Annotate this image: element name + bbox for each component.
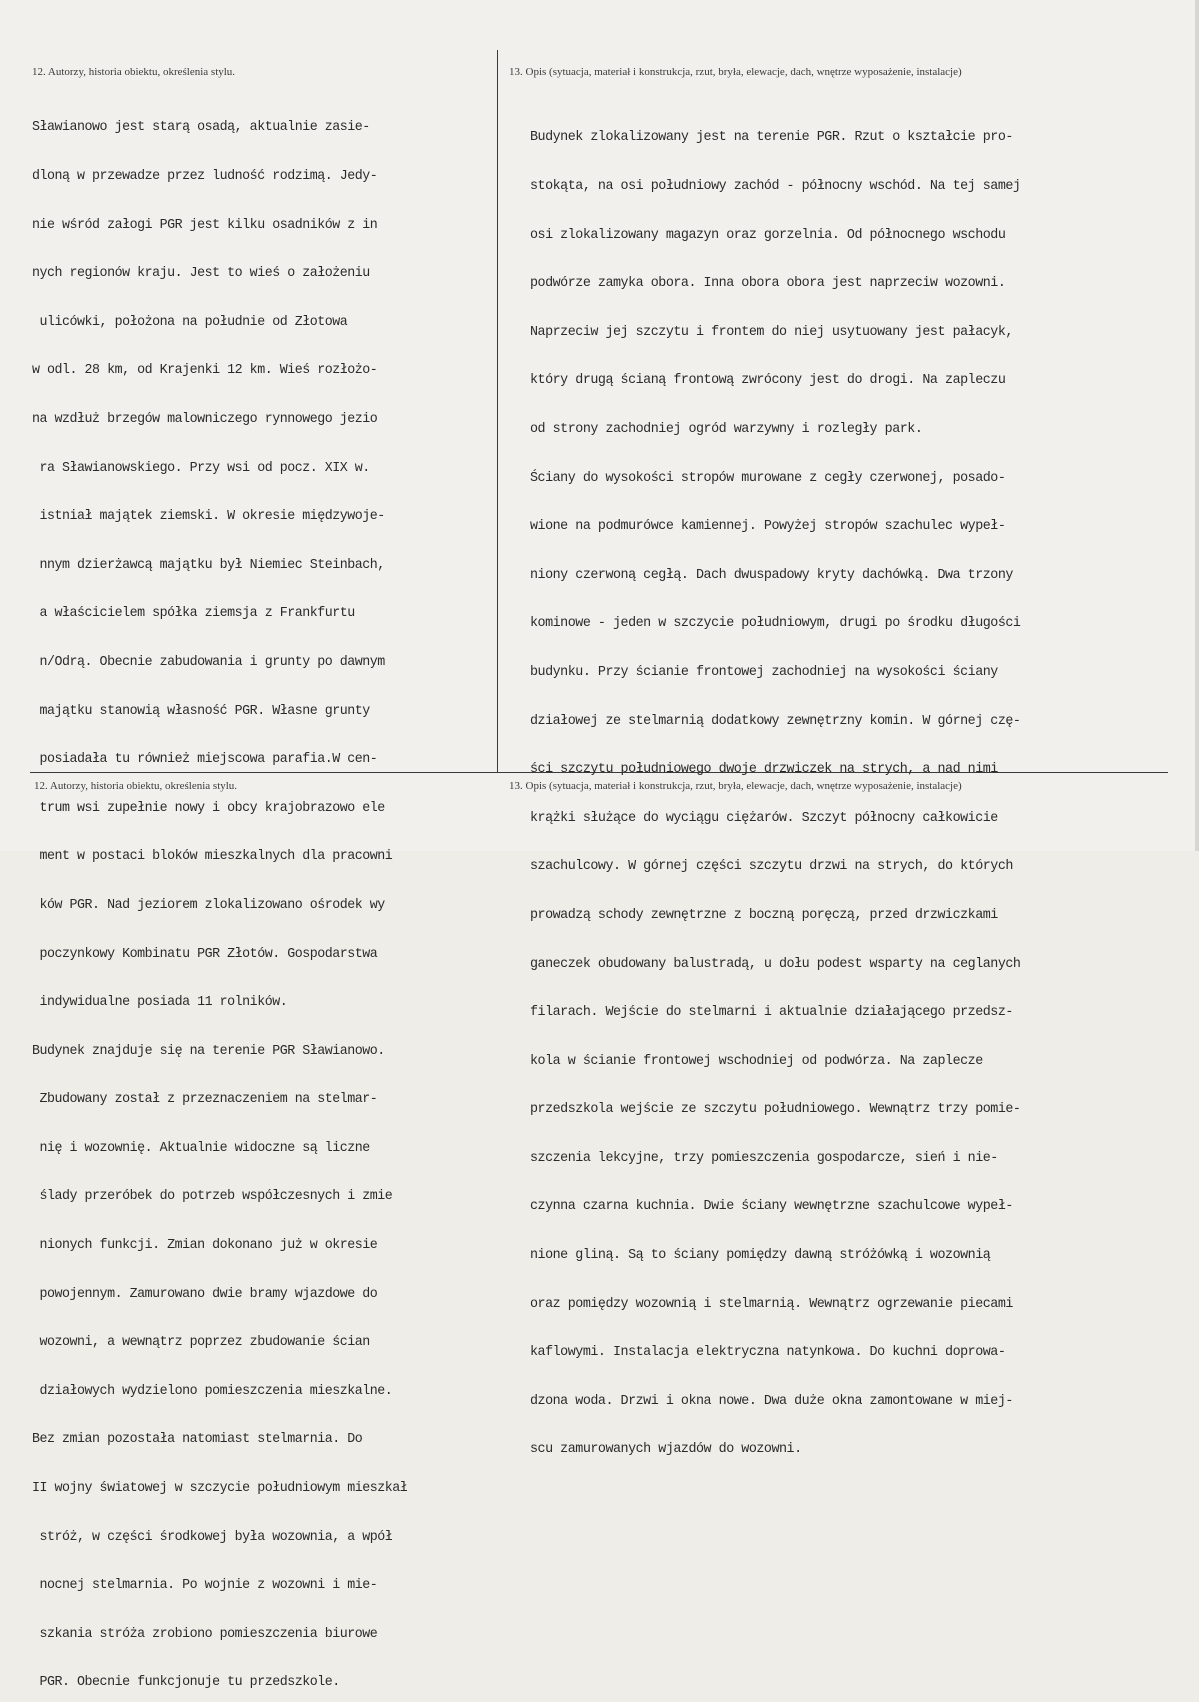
text-line: w odl. 28 km, od Krajenki 12 km. Wieś rozłożo- (32, 362, 378, 379)
text-line: dloną w przewadze przez ludność rodzimą. Jedy- (32, 168, 378, 184)
card-edge (1195, 0, 1199, 851)
text-line: powojennym. Zamurowano dwie bramy wjazdowe do (32, 1285, 378, 1302)
text-line: od strony zachodniej ogród warzywny i rozległy park. (530, 420, 923, 437)
text-line: nionych funkcji. Zmian dokonano już w okresie (32, 1237, 378, 1254)
text-line: nocnej stelmarnia. Po wojnie z wozowni i mie- (32, 1577, 378, 1594)
text-line: Sławianowo jest starą osadą, aktualnie zasie- (32, 119, 370, 136)
text-line: dzona woda. Drzwi i okna nowe. Dwa duże okna zamontowane w miej- (530, 1392, 1013, 1409)
text-line: ment w postaci bloków mieszkalnych dla pracowni (32, 848, 393, 865)
text-line: ślady przeróbek do potrzeb współczesnych i zmie (32, 1188, 393, 1205)
text-line: majątku stanowią własność PGR. Własne grunty (32, 702, 370, 719)
text-line: indywidualne posiada 11 rolników. (32, 994, 288, 1011)
text-line: scu zamurowanych wjazdów do wozowni. (530, 1441, 802, 1458)
section-13-header: 13. Opis (sytuacja, materiał i konstrukcja, rzut, bryła, elewacje, dach, wnętrze wyposażenie, instalacje) (509, 66, 962, 78)
text-line: niony czerwoną cegłą. Dach dwuspadowy kryty dachówką. Dwa trzony (530, 566, 1013, 583)
text-line: wozowni, a wewnątrz poprzez zbudowanie ścian (32, 1334, 370, 1351)
text-line: oraz pomiędzy wozownią i stelmarnią. Wewnątrz ogrzewanie piecami (530, 1295, 1013, 1312)
text-line: na wzdłuż brzegów malowniczego rynnowego jezio (32, 410, 378, 427)
section-12-text (32, 87, 512, 1702)
section-15-header: 13. Opis (sytuacja, materiał i konstrukcja, rzut, bryła, elewacje, dach, wnętrze wyposażenie, instalacje) (509, 780, 962, 792)
text-line: kaflowymi. Instalacja elektryczna natynkowa. Do kuchni doprowa- (530, 1344, 1006, 1361)
text-line: kominowe - jeden w szczycie południowym, drugi po środku długości (530, 615, 1021, 632)
text-line: stróż, w części środkowej była wozownia, a wpół (32, 1528, 393, 1545)
text-line: ganeczek obudowany balustradą, u dołu podest wsparty na ceglanych (530, 955, 1021, 972)
section-13-text (530, 97, 1190, 1490)
text-line: Ściany do wysokości stropów murowane z cegły czerwonej, posado- (530, 469, 1006, 486)
text-line: podwórze zamyka obora. Inna obora obora jest naprzeciw wozowni. (530, 275, 1006, 292)
text-line: Budynek zlokalizowany jest na terenie PGR. Rzut o kształcie pro- (530, 129, 1013, 146)
text-line: ści szczytu południowego dwoje drzwiczek na strych, a nad nimi (530, 761, 998, 778)
text-line: nych regionów kraju. Jest to wieś o założeniu (32, 265, 370, 282)
text-line: Bez zmian pozostała natomiast stelmarnia. Do (32, 1431, 363, 1448)
text-line: czynna czarna kuchnia. Dwie ściany wewnętrzne szachulcowe wypeł- (530, 1198, 1013, 1215)
text-line: szkania stróża zrobiono pomieszczenia biurowe (32, 1625, 378, 1642)
text-line: trum wsi zupełnie nowy i obcy krajobrazowo ele (32, 799, 385, 816)
text-line: kola w ścianie frontowej wschodniej od podwórza. Na zaplecze (530, 1052, 983, 1069)
text-line: nione gliną. Są to ściany pomiędzy dawną stróżówką i wozownią (530, 1247, 991, 1264)
text-line: Zbudowany został z przeznaczeniem na stelmar- (32, 1091, 378, 1108)
text-line: a właścicielem spółka ziemsja z Frankfurtu (32, 605, 355, 622)
text-line: II wojny światowej w szczycie południowym mieszkał (32, 1480, 408, 1497)
text-line: ków PGR. Nad jeziorem zlokalizowano ośrodek wy (32, 896, 385, 913)
text-line: który drugą ścianą frontową zwrócony jest do drogi. Na zapleczu (530, 372, 1006, 389)
text-line: posiadała tu również miejscowa parafia.W cen- (32, 751, 378, 768)
text-line: osi zlokalizowany magazyn oraz gorzelnia. Od północnego wschodu (530, 226, 1006, 243)
text-line: krążki służące do wyciągu ciężarów. Szczyt północny całkowicie (530, 809, 998, 826)
text-line: istniał majątek ziemski. W okresie międzywoje- (32, 508, 385, 525)
text-line: szachulcowy. W górnej części szczytu drzwi na strych, do których (530, 858, 1013, 875)
text-line: Naprzeciw jej szczytu i frontem do niej usytuowany jest pałacyk, (530, 323, 1013, 340)
text-line: Budynek znajduje się na terenie PGR Sławianowo. (32, 1042, 385, 1059)
text-line: filarach. Wejście do stelmarni i aktualnie działającego przedsz- (530, 1004, 1013, 1021)
text-line: stokąta, na osi południowy zachód - północny wschód. Na tej samej (530, 178, 1021, 194)
text-line: szczenia lekcyjne, trzy pomieszczenia gospodarcze, sień i nie- (530, 1149, 998, 1166)
text-line: prowadzą schody zewnętrzne z boczną poręczą, przed drzwiczkami (530, 906, 998, 923)
text-line: budynku. Przy ścianie frontowej zachodniej na wysokości ściany (530, 663, 998, 680)
section-12-header: 12. Autorzy, historia obiektu, określenia stylu. (32, 66, 236, 78)
text-line: działowej ze stelmarnią dodatkowy zewnętrzny komin. W górnej czę- (530, 712, 1021, 729)
text-line: działowych wydzielono pomieszczenia mieszkalne. (32, 1382, 393, 1399)
text-line: nię i wozownię. Aktualnie widoczne są liczne (32, 1139, 370, 1156)
text-line: wione na podmurówce kamiennej. Powyżej stropów szachulec wypeł- (530, 518, 1006, 535)
text-line: PGR. Obecnie funkcjonuje tu przedszkole. (32, 1674, 340, 1691)
text-line: ulicówki, położona na południe od Złotowa (32, 313, 348, 330)
section-14-header: 12. Autorzy, historia obiektu, określenia stylu. (34, 780, 238, 792)
text-line: n/Odrą. Obecnie zabudowania i grunty po dawnym (32, 653, 385, 670)
text-line: nnym dzierżawcą majątku był Niemiec Steinbach, (32, 556, 385, 573)
text-line: nie wśród załogi PGR jest kilku osadników z in (32, 216, 378, 233)
text-line: poczynkowy Kombinatu PGR Złotów. Gospodarstwa (32, 945, 378, 962)
text-line: ra Sławianowskiego. Przy wsi od pocz. XIX w. (32, 459, 370, 476)
text-line: przedszkola wejście ze szczytu południowego. Wewnątrz trzy pomie- (530, 1101, 1021, 1118)
